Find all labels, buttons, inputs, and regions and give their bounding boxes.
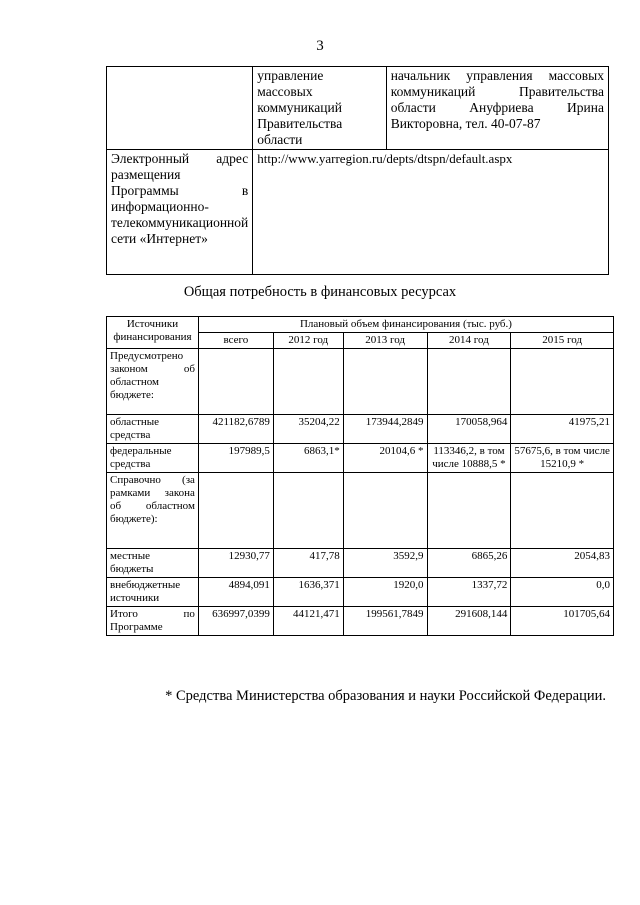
table-cell: 0,0 [511,578,614,607]
footnote: * Средства Министерства образования и науки Российской Федерации. [165,688,606,704]
column-header: 2013 год [343,333,427,349]
column-header: 2012 год [273,333,343,349]
table-cell: 101705,64 [511,607,614,636]
department-cell: управление массовых коммуникаций Правительства области [253,67,386,150]
source-header: Источники финансирования [107,317,199,349]
finance-header-row [107,317,614,333]
table-row-total [107,607,614,636]
table-row [107,444,614,473]
planned-header: Плановый объем финансирования (тыс. руб.) [198,317,613,333]
table-cell: 57675,6, в том числе 15210,9 * [511,444,614,473]
column-header: 2014 год [427,333,511,349]
table-cell: 35204,22 [273,415,343,444]
table-row [107,549,614,578]
table-cell [343,349,427,415]
table-cell: 6865,26 [427,549,511,578]
info-empty-cell [107,67,253,150]
table-cell: 3592,9 [343,549,427,578]
table-cell: 1337,72 [427,578,511,607]
finance-table [106,316,614,636]
column-header: 2015 год [511,333,614,349]
table-cell [427,349,511,415]
info-row-department [107,67,609,150]
program-url-link[interactable]: http://www.yarregion.ru/depts/dtspn/default.aspx [253,150,609,275]
table-cell: 44121,471 [273,607,343,636]
table-cell [343,473,427,549]
table-cell: 417,78 [273,549,343,578]
row-label: внебюджетные источники [107,578,199,607]
table-cell: 1920,0 [343,578,427,607]
table-cell: 197989,5 [198,444,273,473]
info-table [106,66,609,275]
row-label: Справочно (за рамками закона об областном бюджете): [107,473,199,549]
table-row [107,415,614,444]
table-cell [511,349,614,415]
table-cell: 173944,2849 [343,415,427,444]
table-cell: 41975,21 [511,415,614,444]
table-cell [198,349,273,415]
contact-person-cell: начальник управления массовых коммуникаций Правительства области Ануфриева Ирина Викторовна, тел. 40-07-87 [386,67,608,150]
column-header: всего [198,333,273,349]
table-cell [511,473,614,549]
row-label: федеральные средства [107,444,199,473]
page-number: 3 [316,38,324,54]
table-cell: 113346,2, в том числе 10888,5 * [427,444,511,473]
info-row-url [107,150,609,275]
section-title: Общая потребность в финансовых ресурсах [183,284,457,300]
table-cell: 6863,1* [273,444,343,473]
table-cell: 2054,83 [511,549,614,578]
table-cell [273,473,343,549]
table-cell [273,349,343,415]
table-cell [198,473,273,549]
table-cell: 12930,77 [198,549,273,578]
url-label-cell: Электронный адрес размещения Программы в информационно-телекоммуникационной сети «Интернет» [107,150,253,275]
table-cell: 291608,144 [427,607,511,636]
table-row [107,473,614,549]
row-label: областные средства [107,415,199,444]
table-cell: 170058,964 [427,415,511,444]
table-row [107,578,614,607]
row-label: местные бюджеты [107,549,199,578]
table-cell: 20104,6 * [343,444,427,473]
table-cell [427,473,511,549]
table-cell: 421182,6789 [198,415,273,444]
table-cell: 4894,091 [198,578,273,607]
table-row [107,349,614,415]
row-label: Предусмотрено законом об областном бюджете: [107,349,199,415]
table-cell: 1636,371 [273,578,343,607]
table-cell: 199561,7849 [343,607,427,636]
row-label: Итого по Программе [107,607,199,636]
table-cell: 636997,0399 [198,607,273,636]
